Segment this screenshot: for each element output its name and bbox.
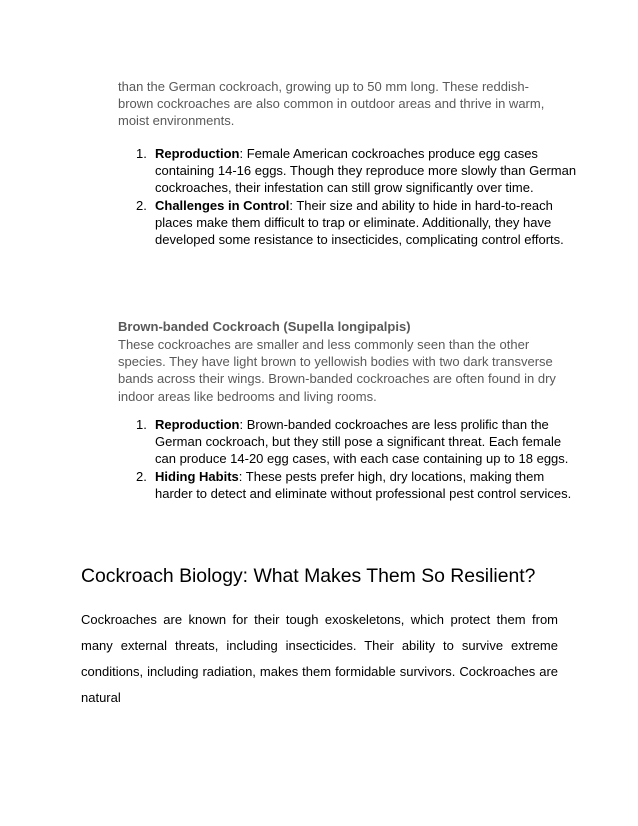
list-item [118, 145, 578, 197]
list-item [118, 197, 578, 249]
list-text: : Their size and ability to hide in hard-to-reach places make them difficult to trap or eliminate. Additionally, they have developed some resistance to insecticides, complicating control efforts. [155, 197, 564, 248]
brown-banded-list [118, 416, 578, 502]
list-text: : These pests prefer high, dry locations, making them harder to detect and eliminate without professional pest control services. [155, 468, 572, 501]
list-text: : Brown-banded cockroaches are less prolific than the German cockroach, but they still pose a significant threat. Each female can produce 14-20 egg cases, with each case containing up to 18 eggs. [155, 417, 569, 467]
list-number: 1. [136, 146, 147, 161]
list-term: Reproduction [155, 417, 240, 432]
brown-banded-heading: Brown-banded Cockroach (Supella longipalpis) [118, 319, 411, 334]
biology-paragraph: Cockroaches are known for their tough exoskeletons, which protect them from many external threats, including insecticides. Their ability to survive extreme conditions, including radiation, makes them formidable survivors. Cockroaches are natural [81, 612, 558, 705]
biology-heading: Cockroach Biology: What Makes Them So Resilient? [81, 565, 536, 587]
list-number: 2. [136, 468, 147, 484]
list-item [118, 468, 578, 502]
intro-paragraph: than the German cockroach, growing up to 50 mm long. These reddish-brown cockroaches are also common in outdoor areas and thrive in warm, moist environments. [118, 79, 545, 129]
list-item [118, 416, 578, 468]
list-term: Hiding Habits [155, 468, 239, 484]
brown-banded-paragraph: These cockroaches are smaller and less commonly seen than the other species. They have light brown to yellowish bodies with two dark transverse bands across their wings. Brown-banded cockroaches are often found in dry indoor areas like bedrooms and living rooms. [118, 337, 556, 404]
list-number: 2. [136, 197, 147, 213]
list-text: : Female American cockroaches produce egg cases containing 14-16 eggs. Though they reproduce more slowly than German cockroaches, their infestation can still grow significantly over time. [155, 146, 577, 196]
list-number: 1. [136, 417, 147, 432]
list-term: Reproduction [155, 146, 240, 161]
list-term: Challenges in Control [155, 197, 290, 213]
american-cockroach-list [118, 145, 578, 248]
